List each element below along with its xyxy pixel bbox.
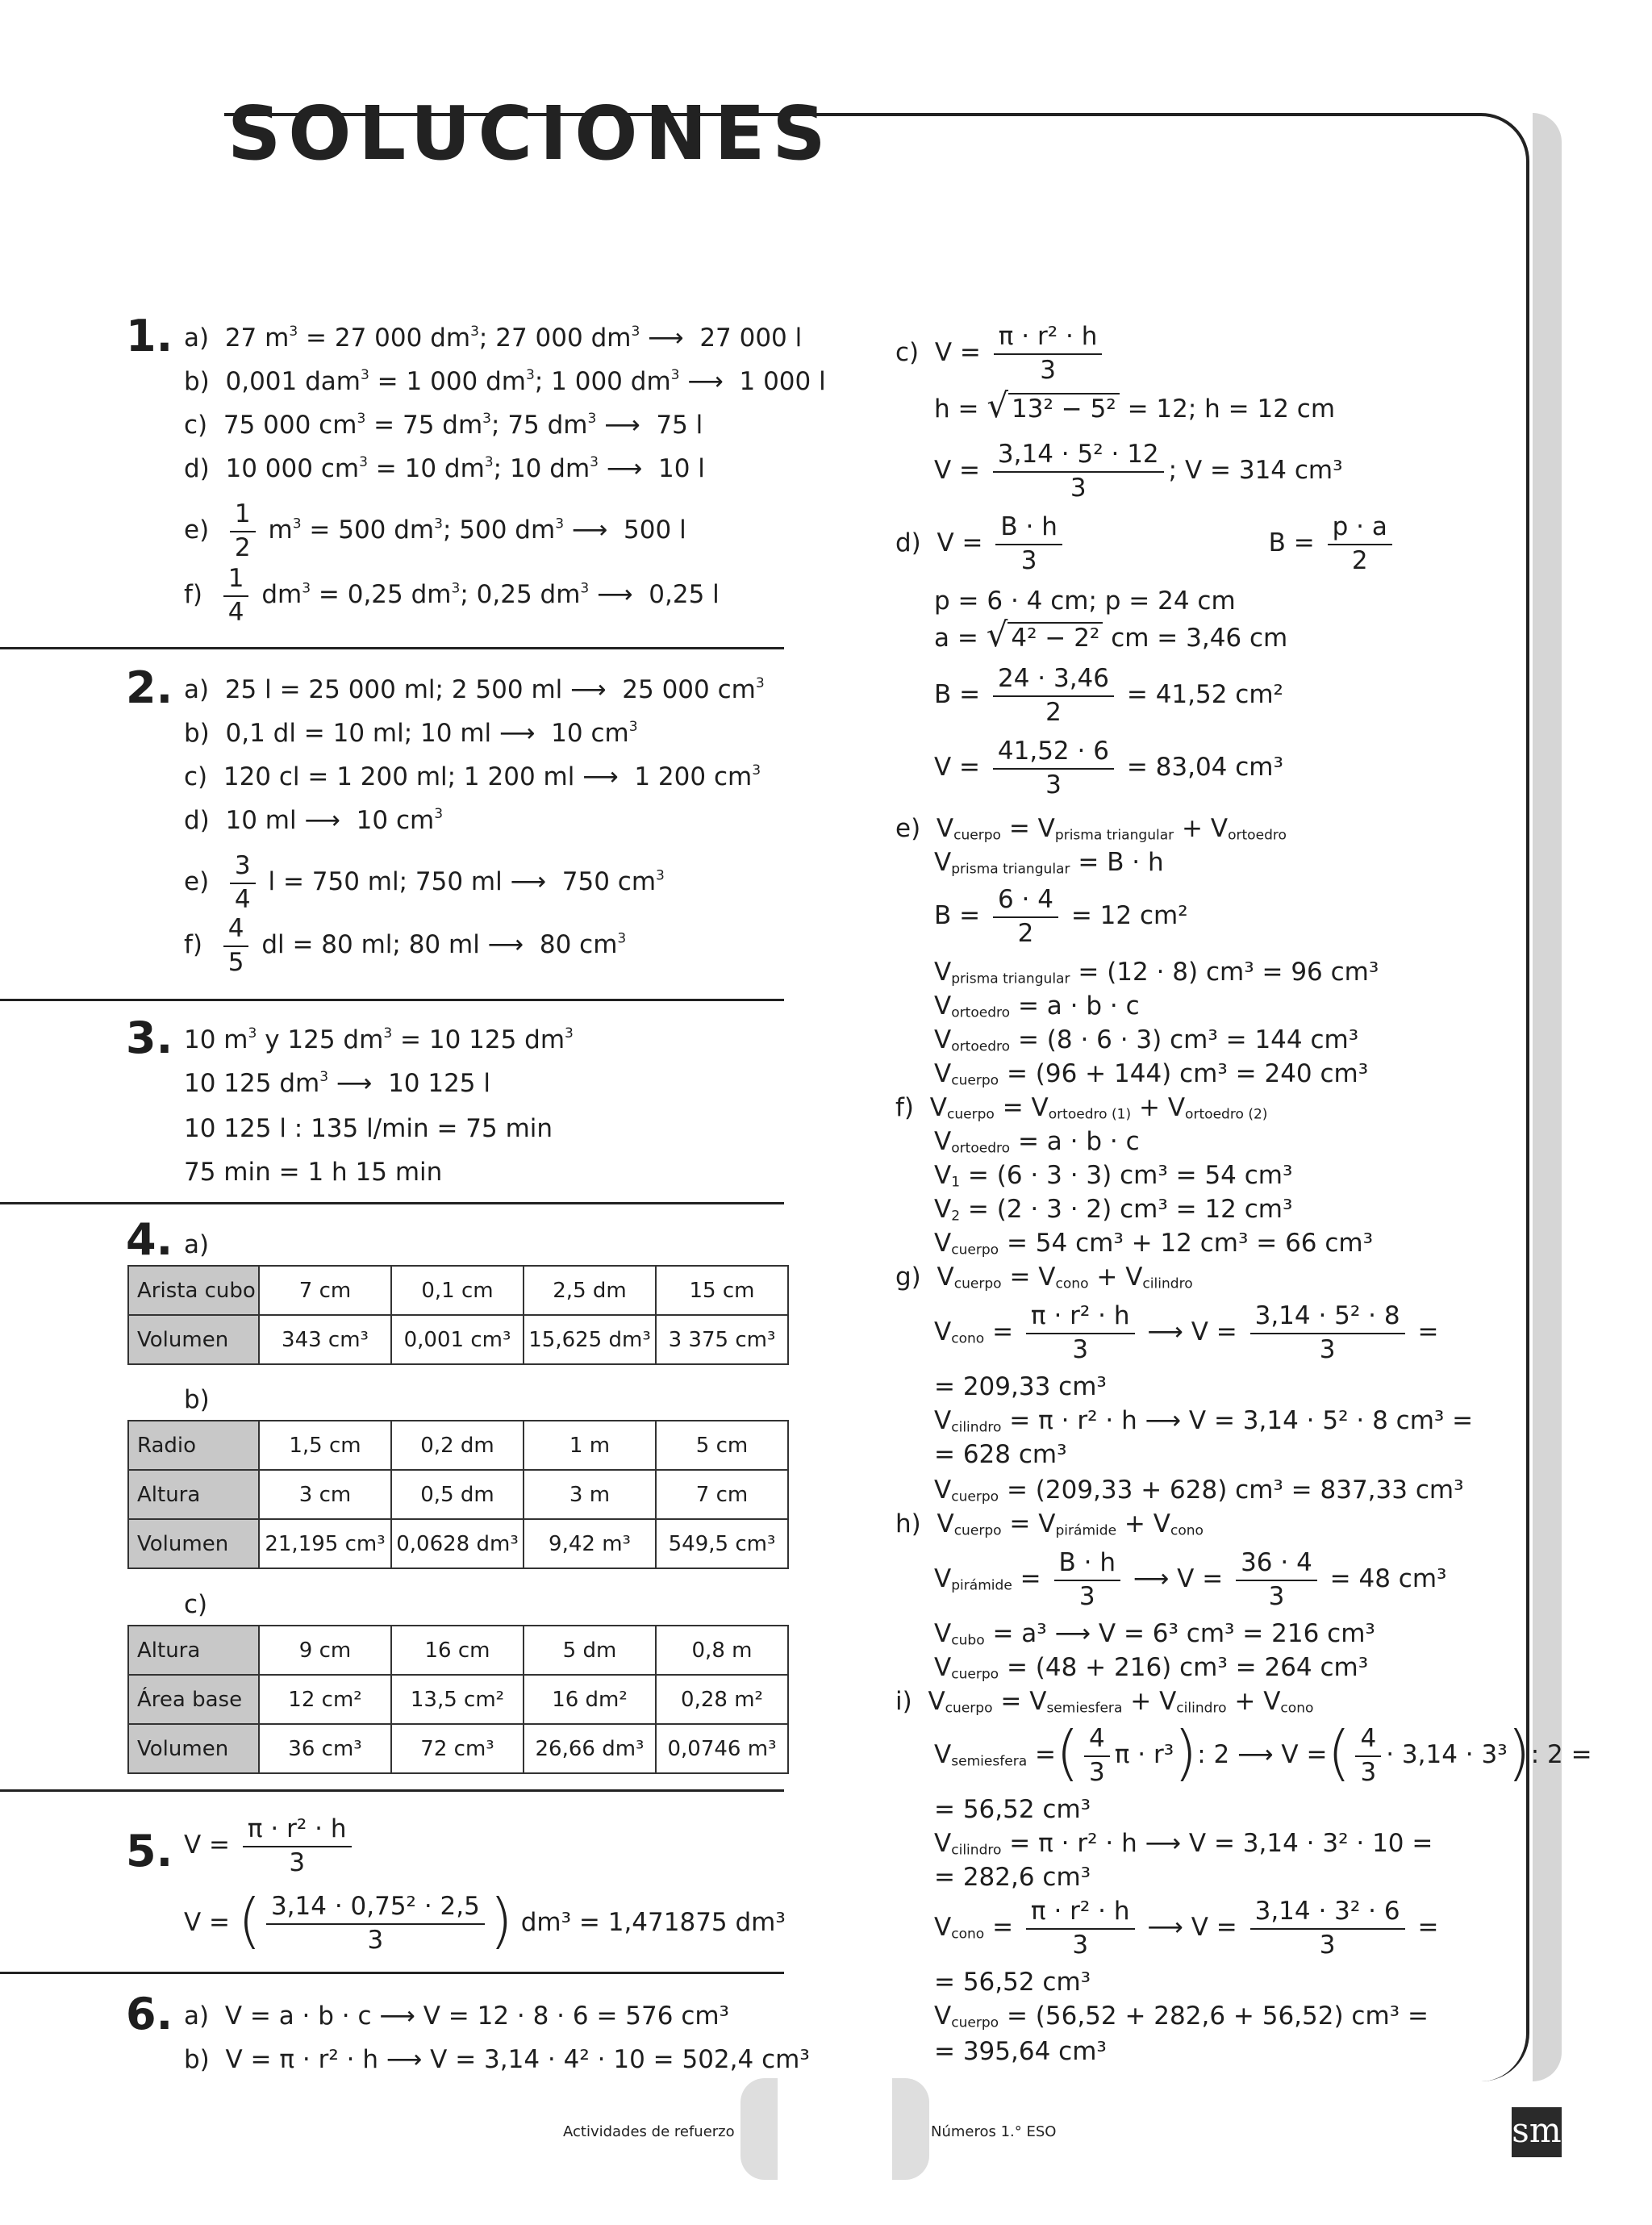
ex6-e-2: $V_{prisma triangular} = B \cdot h$ (934, 848, 1164, 878)
ex6-e-6: $V_{ortoedro} = (8 \cdot 6 \cdot 3) cm^3 = 144$ cm³ (934, 1025, 1359, 1055)
table-row: Volumen 343 cm³ 0,001 cm³ 15,625 dm³ 3 375 cm³ (128, 1315, 788, 1364)
exercise-5-number: 5. (126, 1826, 173, 1876)
separator (0, 647, 784, 649)
page-title: SOLUCIONES (227, 90, 833, 177)
ex6-f-5: $V_{cuerpo} = 54$ cm³ + 12 cm³ = 66 cm³ (934, 1229, 1374, 1259)
separator (0, 999, 784, 1001)
ex6-e-7: $V_{cuerpo} = (96 + 144) cm^3 = 240$ cm³ (934, 1059, 1369, 1089)
ex6-d-3: a = √ 4² − 2² cm = 3,46 cm (934, 615, 1288, 654)
ex6-i-9: = 395,64 cm³ (934, 2037, 1107, 2066)
table-row: Altura 9 cm 16 cm 5 dm 0,8 m (128, 1626, 788, 1675)
ex6-i-8: $V_{cuerpo} = (56,52 + 282,6 + 56,52) cm^3$ = (934, 2002, 1429, 2031)
ex1-f: f) $\frac{1}{4}$ $dm^3 = 0,25$ $dm^3$; 0,25 $dm^3$ ⟶ 0,25 l (184, 564, 720, 627)
table-row: Volumen 21,195 cm³ 0,0628 dm³ 9,42 m³ 549,5 cm³ (128, 1519, 788, 1568)
ex5-formula-2: V = ( $\frac{\text{3,14 · 0,75² · 2,5}}{3}$ ) dm³ = 1,471875 dm³ (184, 1885, 786, 1956)
ex5-formula-1: V = $\frac{\text{π · r² · h}}{3}$ (184, 1815, 357, 1877)
ex6-g-5: = 628 cm³ (934, 1440, 1067, 1469)
ex6-d-1: d) V = $\frac{B \cdot h}{3}$ B = $\frac{p \cdot a}{2}$ (895, 513, 1397, 575)
ex6-i-3: = 56,52 cm³ (934, 1795, 1091, 1824)
ex6-f-1: f) $V_{cuerpo} = V_{ortoedro (1)} + V_{ortoedro (2)}$ (895, 1093, 1268, 1123)
ex6-e-5: $V_{ortoedro} = a \cdot b \cdot c$ (934, 991, 1140, 1021)
separator (0, 1972, 784, 1974)
ex2-f: f) $\frac{4}{5}$ dl = 80 ml; 80 ml ⟶ 80 $cm^3$ (184, 914, 627, 977)
ex6-e-4: $V_{prisma triangular} = (12 \cdot 8) cm^3 = 96$ cm³ (934, 958, 1379, 987)
ex4-b-label: b) (184, 1385, 210, 1414)
ex1-b: b) 0,001 dam$^3$ = 1 000 $dm^3$; 1 000 $dm^3$ ⟶ 1 000 l (184, 367, 826, 396)
ex6-f-2: $V_{ortoedro} = a \cdot b \cdot c$ (934, 1127, 1140, 1157)
ex6-h-1: h) $V_{cuerpo} = V_{pirámide} + V_{cono}$ (895, 1509, 1204, 1539)
ex6-g-1: g) $V_{cuerpo} = V_{cono} + V_{cilindro}$ (895, 1263, 1193, 1292)
ex3-line1: 10 $m^3$ y 125 $dm^3 = 10$ 125 $dm^3$ (184, 1025, 574, 1054)
separator (0, 1789, 784, 1792)
ex6-b: b) V = π · r² · h ⟶ V = 3,14 · 4² · 10 = 502,4 cm³ (184, 2045, 810, 2074)
ex2-c: c) 120 cl = 1 200 ml; 1 200 ml ⟶ 1 200 $cm^3$ (184, 762, 761, 791)
ex6-i-1: i) $V_{cuerpo} = V_{semiesfera} + V_{cilindro} + V_{cono}$ (895, 1687, 1314, 1717)
ex1-a: a) 27 $m^3 = 27$ 000 $dm^3$; 27 000 $dm^3$ ⟶ 27 000 l (184, 324, 803, 353)
table-row: Arista cubo 7 cm 0,1 cm 2,5 dm 15 cm (128, 1266, 788, 1315)
exercise-6-number: 6. (126, 1989, 173, 2039)
table-row: Altura 3 cm 0,5 dm 3 m 7 cm (128, 1470, 788, 1519)
ex4-c-label: c) (184, 1590, 208, 1619)
ex3-line3: 10 125 l : 135 l/min = 75 min (184, 1114, 553, 1143)
ex6-h-3: $V_{cubo} = a^3$ ⟶ V = 6³ cm³ = 216 cm³ (934, 1619, 1375, 1649)
ex6-c-3: V = $\frac{\text{3,14 · 5² · 12}}{3}$ ; V = 314 cm³ (934, 440, 1343, 503)
ex1-d: d) 10 000 $cm^3 = 10$ $dm^3$; 10 $dm^3$ ⟶ 10 l (184, 454, 705, 483)
ex6-g-3: = 209,33 cm³ (934, 1372, 1107, 1401)
ex6-i-5: = 282,6 cm³ (934, 1863, 1091, 1892)
ex6-g-2: $V_{cono}$ = $\frac{\text{π · r² · h}}{3}$ ⟶ V = $\frac{\text{3,14 · 5² · 8}}{3}$ = (934, 1301, 1439, 1364)
ex6-i-6: $V_{cono}$ = $\frac{\text{π · r² · h}}{3}$ ⟶ V = $\frac{\text{3,14 · 3² · 6}}{3}$ = (934, 1897, 1439, 1960)
ex6-d-2: p = 6 · 4 cm; p = 24 cm (934, 587, 1236, 616)
ex6-i-7: = 56,52 cm³ (934, 1968, 1091, 1997)
table-row: Área base 12 cm² 13,5 cm² 16 dm² 0,28 m² (128, 1675, 788, 1724)
exercise-1-number: 1. (126, 311, 173, 361)
ex6-i-2: $V_{semiesfera}$ =( $\frac{4}{3}$ π · r³): 2 ⟶ V =( $\frac{4}{3}$ · 3,14 · 3³): 2 = (934, 1718, 1592, 1789)
ex3-line2: 10 125 $dm^3$ ⟶ 10 125 l (184, 1069, 490, 1098)
ex3-line4: 75 min = 1 h 15 min (184, 1158, 443, 1187)
ex6-d-4: B = $\frac{24 \cdot 3,46}{2}$ = 41,52 cm² (934, 664, 1283, 727)
table-row: Volumen 36 cm³ 72 cm³ 26,66 dm³ 0,0746 m³ (128, 1724, 788, 1773)
ex6-e-1: e) $V_{cuerpo} = V_{prisma triangular} + V_{ortoedro}$ (895, 814, 1287, 844)
ex6-g-4: $V_{cilindro} = \pi \cdot r^2 \cdot h$ ⟶ V = 3,14 · 5² · 8 cm³ = (934, 1406, 1474, 1436)
ex6-d-5: V = $\frac{41,52 \cdot 6}{3}$ = 83,04 cm³ (934, 737, 1283, 799)
footer-tab-left (740, 2078, 778, 2180)
ex6-h-2: $V_{pirámide}$ = $\frac{B \cdot h}{3}$ ⟶ V = $\frac{36 \cdot 4}{3}$ = 48 cm³ (934, 1548, 1447, 1611)
footer-tab-right (892, 2078, 929, 2180)
exercise-4-number: 4. (126, 1214, 173, 1265)
footer-right-text: Números 1.° ESO (931, 2123, 1057, 2140)
ex6-f-4: $V_2 = (2 \cdot 3 \cdot 2) cm^3 = 12$ cm³ (934, 1195, 1293, 1225)
ex6-h-4: $V_{cuerpo} = (48 + 216) cm^3 = 264$ cm³ (934, 1653, 1369, 1683)
ex2-a: a) 25 l = 25 000 ml; 2 500 ml ⟶ 25 000 $cm^3$ (184, 675, 765, 704)
ex1-c: c) 75 000 $cm^3 = 75$ $dm^3$; 75 $dm^3$ ⟶ 75 l (184, 411, 703, 440)
ex2-b: b) 0,1 dl = 10 ml; 10 ml ⟶ 10 $cm^3$ (184, 719, 638, 748)
publisher-logo: sm (1512, 2107, 1562, 2157)
separator (0, 1202, 784, 1204)
table-row: Radio 1,5 cm 0,2 dm 1 m 5 cm (128, 1421, 788, 1470)
table-b (127, 1420, 789, 1569)
ex6-i-4: $V_{cilindro} = \pi \cdot r^2 \cdot h$ ⟶ V = 3,14 · 3² · 10 = (934, 1829, 1433, 1859)
ex2-d: d) 10 ml ⟶ 10 $cm^3$ (184, 806, 444, 835)
table-a (127, 1265, 789, 1365)
table-c (127, 1625, 789, 1774)
ex2-e: e) $\frac{3}{4}$ l = 750 ml; 750 ml ⟶ 750 $cm^3$ (184, 851, 665, 914)
ex6-c-1: c) V = $\frac{\text{π · r² · h}}{3}$ (895, 323, 1107, 385)
footer-left-text: Actividades de refuerzo (563, 2123, 735, 2140)
ex1-e: e) $\frac{1}{2}$ $m^3 = 500$ $dm^3$; 500 $dm^3$ ⟶ 500 l (184, 499, 686, 562)
ex6-e-3: B = $\frac{6 \cdot 4}{2}$ = 12 cm² (934, 885, 1188, 948)
ex6-g-6: $V_{cuerpo} = (209,33 + 628) cm^3 = 837,33$ cm³ (934, 1476, 1464, 1505)
ex6-a: a) V = a · b · c ⟶ V = 12 · 8 · 6 = 576 cm³ (184, 2002, 729, 2031)
exercise-2-number: 2. (126, 662, 173, 713)
ex6-c-2: h = √ 13² − 5² = 12; h = 12 cm (934, 386, 1336, 425)
ex6-f-3: $V_1 = (6 \cdot 3 \cdot 3) cm^3 = 54$ cm³ (934, 1161, 1293, 1191)
exercise-3-number: 3. (126, 1012, 173, 1063)
ex4-a-label: a) (184, 1230, 210, 1259)
